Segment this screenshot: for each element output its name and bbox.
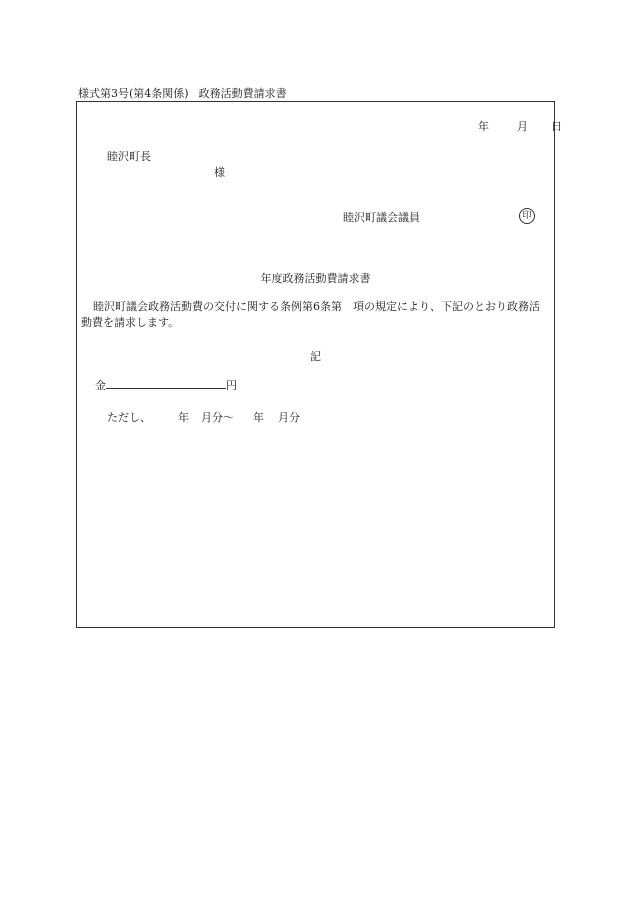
form-header <box>78 85 287 101</box>
addressee-name: 睦沢町長 <box>107 150 151 163</box>
amount-blank <box>106 378 226 389</box>
period-from-year: 年 <box>178 411 189 424</box>
date-year-label: 年 <box>478 120 489 133</box>
addressee-honorific: 様 <box>214 166 225 179</box>
period-from-month: 月分～ <box>201 411 234 424</box>
period-to-month: 月分 <box>278 411 300 424</box>
amount-suffix: 円 <box>226 379 237 392</box>
ki-heading: 記 <box>310 350 321 363</box>
sender-label: 睦沢町議会議員 <box>343 211 420 224</box>
form-title: 政務活動費請求書 <box>198 87 287 100</box>
date-month-label: 月 <box>517 120 528 133</box>
period-line <box>107 409 300 425</box>
date-day-label: 日 <box>551 120 562 133</box>
request-body-text: 睦沢町議会政務活動費の交付に関する条例第6条第 項の規定により、下記のとおり政務活動費を請求します。 <box>81 300 540 329</box>
document-title: 年度政務活動費請求書 <box>260 272 371 285</box>
form-frame <box>76 101 562 628</box>
date-line <box>450 118 562 134</box>
amount-prefix: 金 <box>95 379 106 392</box>
period-lead: ただし、 <box>107 411 151 424</box>
seal-mark: 印 <box>519 208 535 224</box>
amount-line <box>95 377 237 393</box>
period-to-year: 年 <box>253 411 264 424</box>
form-number: 様式第3号(第4条関係) <box>78 87 189 100</box>
